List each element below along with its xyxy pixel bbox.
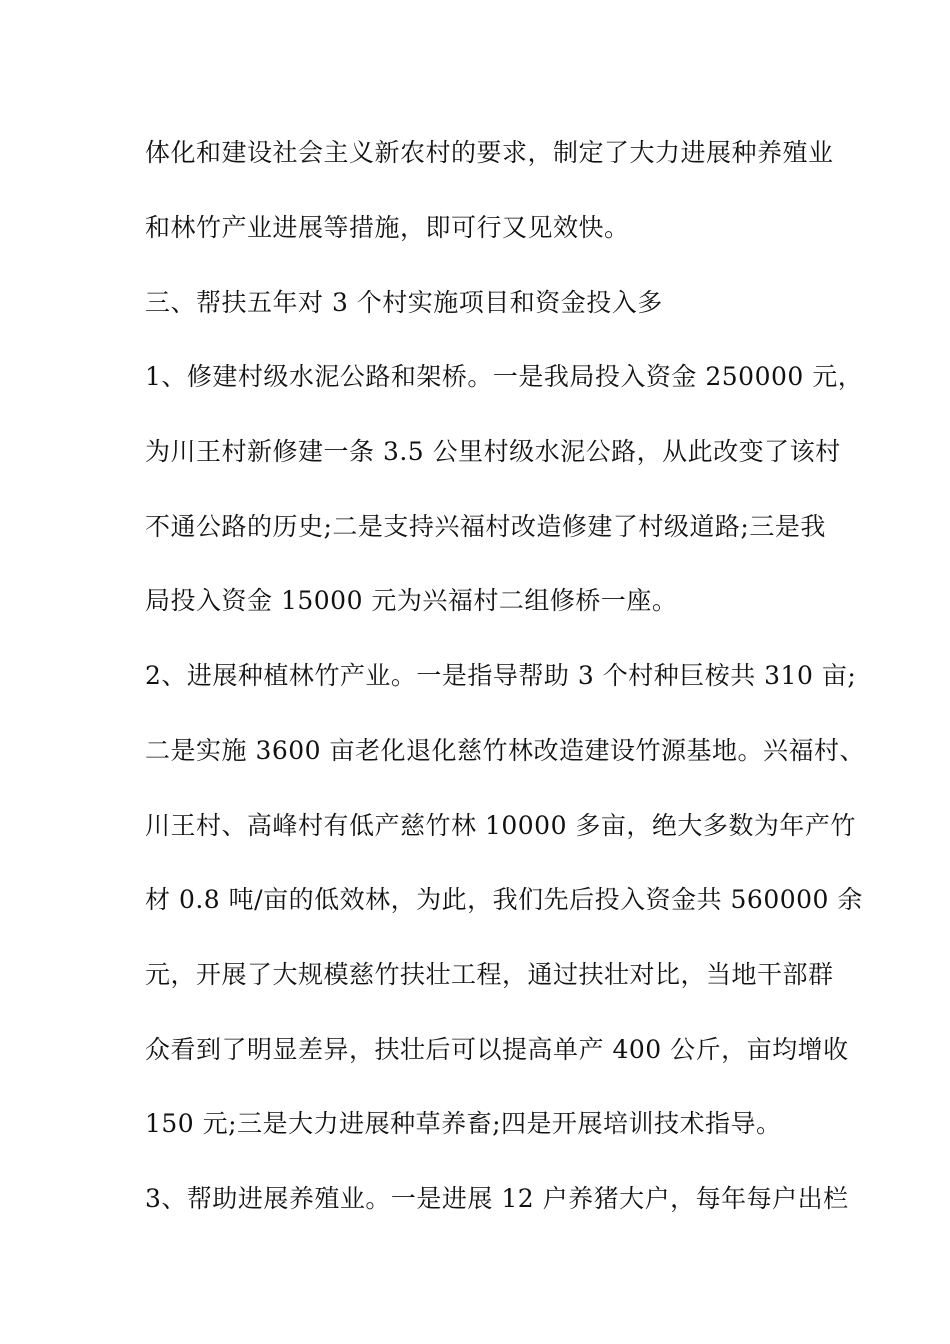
text-line-14: 150 元;三是大力进展种草养畜;四是开展培训技术指导。	[145, 1109, 782, 1138]
text-line-15: 3、帮助进展养殖业。一是进展 12 户养猪大户，每年每户出栏	[145, 1184, 849, 1213]
text-line-12: 元，开展了大规模慈竹扶壮工程，通过扶壮对比，当地干部群	[145, 960, 834, 989]
text-line-9: 二是实施 3600 亩老化退化慈竹林改造建设竹源基地。兴福村、	[145, 736, 866, 765]
text-line-10: 川王村、高峰村有低产慈竹林 10000 多亩，绝大多数为年产竹	[145, 811, 856, 840]
text-line-1: 体化和建设社会主义新农村的要求，制定了大力进展种养殖业	[145, 138, 834, 167]
text-line-4: 1、修建村级水泥公路和架桥。一是我局投入资金 250000 元，	[145, 362, 864, 391]
text-line-7: 局投入资金 15000 元为兴福村二组修桥一座。	[145, 586, 678, 615]
text-line-11: 材 0.8 吨/亩的低效林，为此，我们先后投入资金共 560000 余	[145, 885, 863, 914]
text-line-2: 和林竹产业进展等措施，即可行又见效快。	[145, 213, 630, 242]
text-line-8: 2、进展种植林竹产业。一是指导帮助 3 个村种巨桉共 310 亩;	[145, 661, 857, 690]
section-heading: 三、帮扶五年对 3 个村实施项目和资金投入多	[145, 288, 663, 317]
text-line-13: 众看到了明显差异，扶壮后可以提高单产 400 公斤，亩均增收	[145, 1035, 849, 1064]
text-line-6: 不通公路的历史;二是支持兴福村改造修建了村级道路;三是我	[145, 512, 826, 541]
text-line-5: 为川王村新修建一条 3.5 公里村级水泥公路，从此改变了该村	[145, 437, 841, 466]
